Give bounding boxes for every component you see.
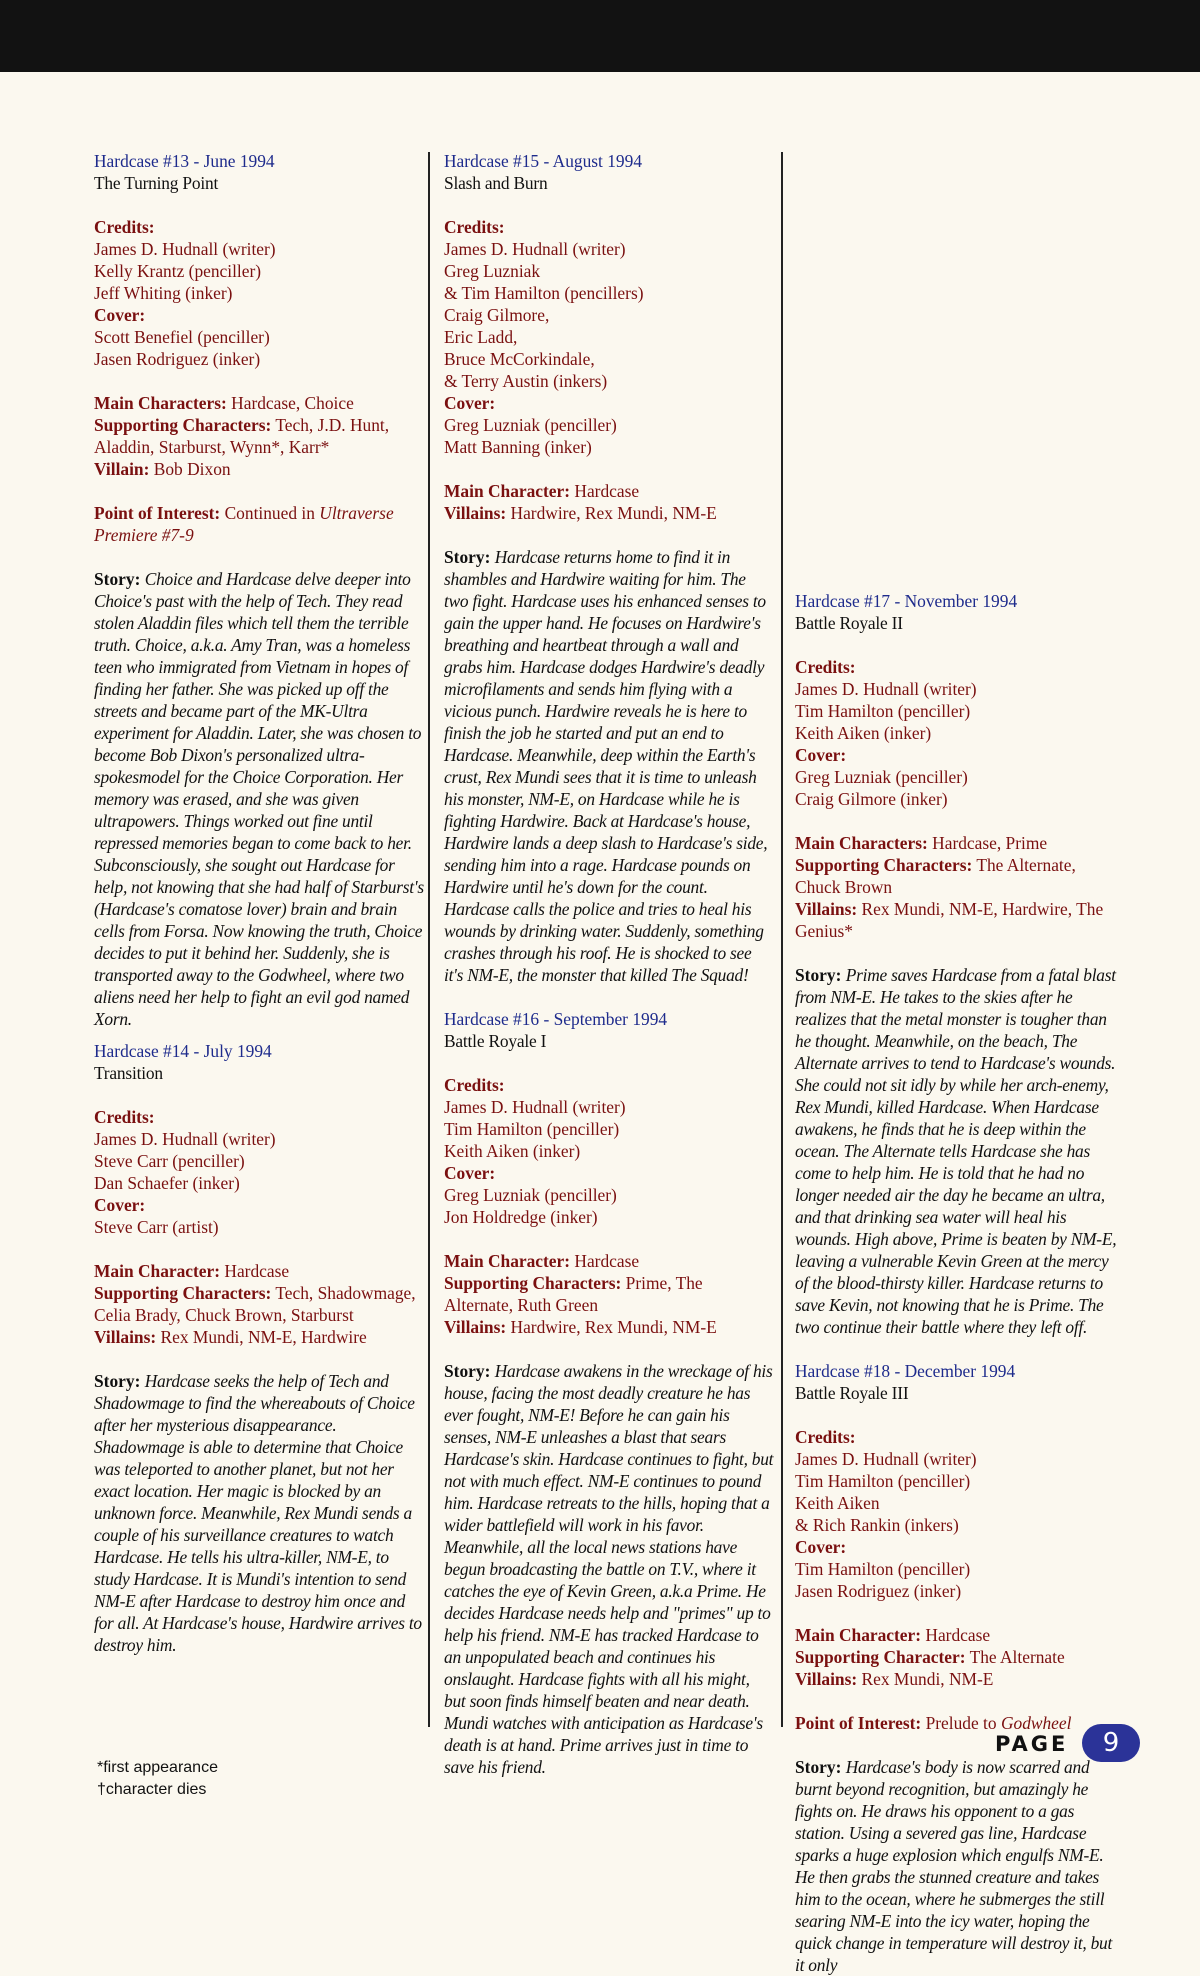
cover-line: Craig Gilmore (inker) bbox=[795, 789, 948, 809]
issue-subtitle: Battle Royale II bbox=[795, 613, 903, 633]
story: Story: Hardcase's body is now scarred and burnt beyond recognition, but amazingly he fights on. He draws his opponent to a gas station. Using a severed gas line, Hardcase sparks a huge explosion which engulfs NM-E. He then grabs the stunned creature and takes him to the ocean, where he submerges the still searing NM-E into the icy water, hoping the quick change in temperature will destroy it, but it only bbox=[795, 1757, 1113, 1975]
top-black-bar bbox=[0, 0, 1200, 72]
issue-heading: Hardcase #15 - August 1994 bbox=[444, 151, 643, 171]
credit-line: Craig Gilmore, bbox=[444, 305, 550, 325]
column-3 bbox=[795, 590, 1125, 1976]
issue-heading: Hardcase #16 - September 1994 bbox=[444, 1009, 668, 1029]
credit-line: James D. Hudnall (writer) bbox=[795, 679, 977, 699]
credit-line: Steve Carr (penciller) bbox=[94, 1151, 245, 1171]
villains: Villains: Hardwire, Rex Mundi, NM-E bbox=[444, 503, 717, 523]
main-characters: Main Character: Hardcase bbox=[795, 1625, 991, 1645]
story: Story: Prime saves Hardcase from a fatal blast from NM-E. He takes to the skies after he realizes that the metal monster is tougher than he thought. Meanwhile, on the beach, The Alternate arrives to tend to Hardcase's wounds. She could not sit idly by while her arch-enemy, Rex Mundi, killed Hardcase. When Hardcase awakens, he finds that he is deep within the ocean. The Alternate tells Hardcase she has come to help him. He is told that he had no longer needed air the day he became an ultra, and that drinking sea water will heal his wounds. High above, Prime is beaten by NM-E, leaving a vulnerable Kevin Green at the mercy of the blood-thirsty killer. Hardcase returns to save Kevin, not knowing that he is Prime. The two continue their battle where they left off. bbox=[795, 965, 1117, 1337]
issue-18 bbox=[795, 1360, 1125, 1976]
credit-line: Keith Aiken bbox=[795, 1493, 880, 1513]
page-label: PAGE bbox=[995, 1732, 1069, 1756]
main-characters: Main Character: Hardcase bbox=[444, 1251, 640, 1271]
credits-label: Credits: bbox=[444, 217, 505, 237]
issue-subtitle: Battle Royale I bbox=[444, 1031, 547, 1051]
issue-14 bbox=[94, 1040, 424, 1656]
credit-line: Tim Hamilton (penciller) bbox=[444, 1119, 620, 1139]
cover-label: Cover: bbox=[795, 745, 847, 765]
credits-label: Credits: bbox=[444, 1075, 505, 1095]
story: Story: Hardcase seeks the help of Tech and Shadowmage to find the whereabouts of Choice after her mysterious disappearance. Shadowmage is able to determine that Choice was teleported to another planet, but not her exact location. Her magic is blocked by an unknown force. Meanwhile, Rex Mundi sends a couple of his surveillance creatures to watch Hardcase. He tells his ultra-killer, NM-E, to study Hardcase. It is Mundi's intention to send NM-E after Hardcase to destroy him once and for all. At Hardcase's house, Hardwire arrives to destroy him. bbox=[94, 1371, 422, 1655]
cover-line: Jon Holdredge (inker) bbox=[444, 1207, 598, 1227]
credits-label: Credits: bbox=[94, 217, 155, 237]
cover-label: Cover: bbox=[795, 1537, 847, 1557]
villains: Villains: Hardwire, Rex Mundi, NM-E bbox=[444, 1317, 717, 1337]
credit-line: Greg Luzniak bbox=[444, 261, 541, 281]
cover-line: Greg Luzniak (penciller) bbox=[795, 767, 968, 787]
supporting-characters: Supporting Characters: Tech, Shadowmage, Celia Brady, Chuck Brown, Starburst bbox=[94, 1283, 416, 1325]
credit-line: James D. Hudnall (writer) bbox=[795, 1449, 977, 1469]
supporting-characters: Supporting Characters: The Alternate, Chuck Brown bbox=[795, 855, 1076, 897]
cover-line: Scott Benefiel (penciller) bbox=[94, 327, 270, 347]
column-divider bbox=[428, 152, 430, 1727]
main-characters: Main Character: Hardcase bbox=[444, 481, 640, 501]
cover-line: Greg Luzniak (penciller) bbox=[444, 415, 617, 435]
credit-line: Bruce McCorkindale, bbox=[444, 349, 595, 369]
main-characters: Main Characters: Hardcase, Prime bbox=[795, 833, 1048, 853]
credit-line: Kelly Krantz (penciller) bbox=[94, 261, 262, 281]
issue-13 bbox=[94, 150, 424, 1030]
cover-line: Jasen Rodriguez (inker) bbox=[795, 1581, 962, 1601]
column-1 bbox=[94, 150, 424, 1656]
credit-line: Keith Aiken (inker) bbox=[444, 1141, 581, 1161]
column-divider bbox=[781, 152, 783, 1727]
supporting-characters: Supporting Character: The Alternate bbox=[795, 1647, 1065, 1667]
issue-16 bbox=[444, 1008, 774, 1778]
cover-line: Steve Carr (artist) bbox=[94, 1217, 219, 1237]
cover-line: Tim Hamilton (penciller) bbox=[795, 1559, 971, 1579]
issue-15 bbox=[444, 150, 774, 986]
issue-subtitle: Battle Royale III bbox=[795, 1383, 909, 1403]
issue-subtitle: The Turning Point bbox=[94, 173, 219, 193]
credits-label: Credits: bbox=[795, 1427, 856, 1447]
story: Story: Hardcase returns home to find it in shambles and Hardwire waiting for him. The two fight. Hardcase uses his enhanced senses to gain the upper hand. He focuses on Hardwire's breathing and heartbeat through a wall and grabs him. Hardcase dodges Hardwire's deadly microfilaments and sends him flying with a vicious punch. Hardwire reveals he is here to finish the job he started and put an end to Hardcase. Meanwhile, deep within the Earth's crust, Rex Mundi sees that it is time to unleash his monster, NM-E, on Hardcase while he is fighting Hardwire. Back at Hardcase's house, Hardwire lands a deep slash to Hardcase's side, sending him into a rage. Hardcase pounds on Hardwire until he's down for the count. Hardcase calls the police and tries to heal his wounds by drinking water. Suddenly, something crashes through his roof. He is shocked to see it's NM-E, the monster that killed The Squad! bbox=[444, 547, 768, 985]
story: Story: Choice and Hardcase delve deeper into Choice's past with the help of Tech. They read stolen Aladdin files which tell them the terrible truth. Choice, a.k.a. Amy Tran, was a homeless teen who immigrated from Vietnam in hopes of finding her father. She was picked up off the streets and became part of the MK-Ultra experiment for Aladdin. Later, she was chosen to become Bob Dixon's personalized ultra-spokesmodel for the Choice Corporation. Her memory was erased, and she was given ultrapowers. Things worked out fine until repressed memories began to come back to her. Subconsciously, she sought out Hardcase for help, not knowing that she had half of Starburst's (Hardcase's comatose lover) brain and brain cells from Forsa. Now knowing the truth, Choice decides to put it behind her. Suddenly, she is transported away to the Godwheel, where two aliens need her help to fight an evil god named Xorn. bbox=[94, 569, 424, 1029]
credit-line: James D. Hudnall (writer) bbox=[94, 1129, 276, 1149]
cover-line: Jasen Rodriguez (inker) bbox=[94, 349, 261, 369]
credit-line: Tim Hamilton (penciller) bbox=[795, 701, 971, 721]
credits-label: Credits: bbox=[795, 657, 856, 677]
villains: Villains: Rex Mundi, NM-E, Hardwire bbox=[94, 1327, 367, 1347]
issue-heading: Hardcase #14 - July 1994 bbox=[94, 1041, 272, 1061]
credit-line: Tim Hamilton (penciller) bbox=[795, 1471, 971, 1491]
main-characters: Main Characters: Hardcase, Choice bbox=[94, 393, 354, 413]
page-number-badge: 9 bbox=[1082, 1724, 1140, 1762]
supporting-characters: Supporting Characters: Prime, The Alternate, Ruth Green bbox=[444, 1273, 703, 1315]
villains: Villains: Rex Mundi, NM-E, Hardwire, The Genius* bbox=[795, 899, 1104, 941]
cover-label: Cover: bbox=[444, 393, 496, 413]
credit-line: & Rich Rankin (inkers) bbox=[795, 1515, 959, 1535]
column-2 bbox=[444, 150, 774, 1778]
footnote-first-appearance: *first appearance bbox=[97, 1759, 218, 1776]
issue-heading: Hardcase #18 - December 1994 bbox=[795, 1361, 1016, 1381]
footnotes bbox=[97, 1757, 218, 1801]
credit-line: & Terry Austin (inkers) bbox=[444, 371, 608, 391]
supporting-characters: Supporting Characters: Tech, J.D. Hunt, Aladdin, Starburst, Wynn*, Karr* bbox=[94, 415, 390, 457]
credit-line: Eric Ladd, bbox=[444, 327, 518, 347]
credits-label: Credits: bbox=[94, 1107, 155, 1127]
credit-line: Keith Aiken (inker) bbox=[795, 723, 932, 743]
main-characters: Main Character: Hardcase bbox=[94, 1261, 290, 1281]
point-of-interest: Point of Interest: Continued in Ultraverse Premiere #7-9 bbox=[94, 503, 394, 545]
cover-line: Greg Luzniak (penciller) bbox=[444, 1185, 617, 1205]
cover-label: Cover: bbox=[444, 1163, 496, 1183]
issue-subtitle: Transition bbox=[94, 1063, 163, 1083]
cover-line: Matt Banning (inker) bbox=[444, 437, 592, 457]
point-of-interest: Point of Interest: Prelude to Godwheel bbox=[795, 1713, 1072, 1733]
footnote-character-dies: †character dies bbox=[97, 1781, 207, 1798]
credit-line: James D. Hudnall (writer) bbox=[94, 239, 276, 259]
credit-line: & Tim Hamilton (pencillers) bbox=[444, 283, 644, 303]
villains: Villains: Rex Mundi, NM-E bbox=[795, 1669, 994, 1689]
cover-label: Cover: bbox=[94, 1195, 146, 1215]
credit-line: Jeff Whiting (inker) bbox=[94, 283, 233, 303]
story: Story: Hardcase awakens in the wreckage of his house, facing the most deadly creature he has ever fought, NM-E! Before he can gain his senses, NM-E unleashes a blast that sears Hardcase's skin. Hardcase continues to fight, but not with much effect. NM-E continues to pound him. Hardcase retreats to the hills, hoping that a wider battlefield will work in his favor. Meanwhile, all the local news stations have begun broadcasting the battle on T.V., where it catches the eye of Kevin Green, a.k.a Prime. He decides Hardcase needs help and "primes" up to help his friend. NM-E has tracked Hardcase to an unpopulated beach and continues his onslaught. Hardcase fights with all his might, but soon finds himself beaten and near death. Mundi watches with anticipation as Hardcase's death is at hand. Prime arrives just in time to save his friend. bbox=[444, 1361, 774, 1777]
credit-line: Dan Schaefer (inker) bbox=[94, 1173, 240, 1193]
issue-heading: Hardcase #17 - November 1994 bbox=[795, 591, 1018, 611]
issue-17 bbox=[795, 590, 1125, 1338]
issue-heading: Hardcase #13 - June 1994 bbox=[94, 151, 275, 171]
credit-line: James D. Hudnall (writer) bbox=[444, 239, 626, 259]
cover-label: Cover: bbox=[94, 305, 146, 325]
credit-line: James D. Hudnall (writer) bbox=[444, 1097, 626, 1117]
issue-subtitle: Slash and Burn bbox=[444, 173, 548, 193]
villains: Villain: Bob Dixon bbox=[94, 459, 231, 479]
